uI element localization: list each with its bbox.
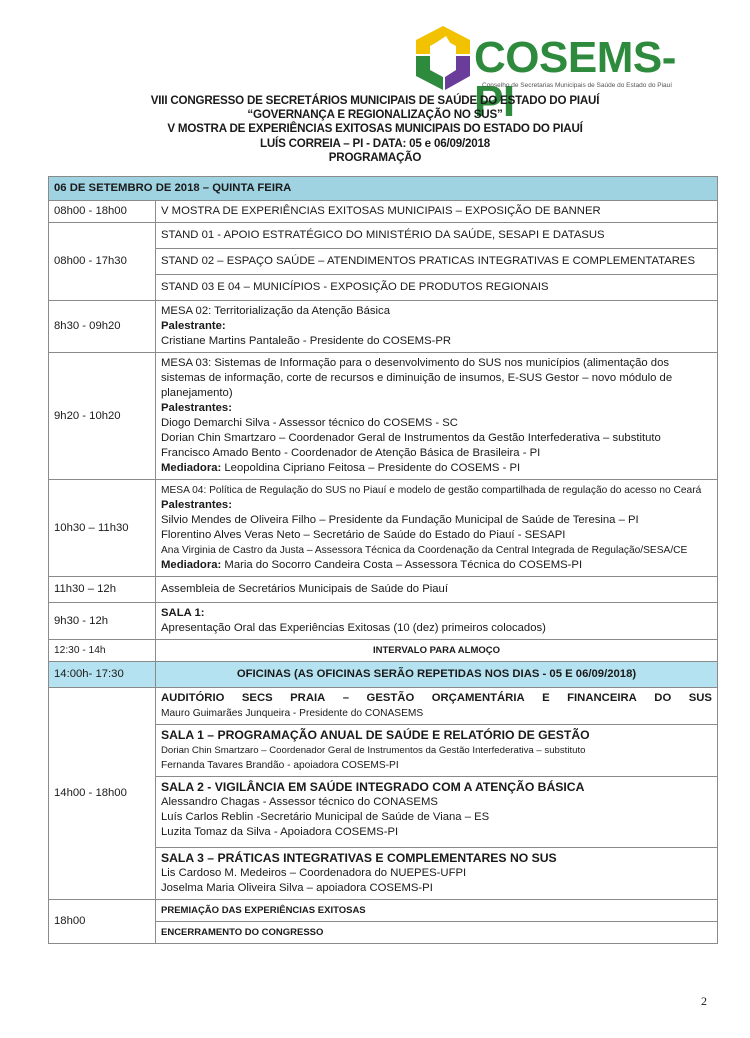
person: Luís Carlos Reblin -Secretário Municipal de Saúde de Viana – ES xyxy=(161,811,490,823)
cosems-pi-logo xyxy=(408,22,698,126)
time-cell: 08h00 - 18h00 xyxy=(49,201,156,223)
mostra-title: V MOSTRA DE EXPERIÊNCIAS EXITOSAS MUNICIPAIS DO ESTADO DO PIAUÍ xyxy=(167,122,583,136)
table-row xyxy=(49,688,718,725)
programacao-title: PROGRAMAÇÃO xyxy=(328,150,422,164)
congress-title: VIII CONGRESSO DE SECRETÁRIOS MUNICIPAIS DE SAÚDE DO ESTADO DO PIAUÍ xyxy=(150,94,600,107)
day-header-row xyxy=(49,177,718,201)
time-cell: 14h00 - 18h00 xyxy=(49,688,156,900)
title-word: DO xyxy=(654,692,672,704)
table-row xyxy=(49,353,718,480)
mesa04-cell xyxy=(156,480,718,577)
time-cell: 12:30 - 14h xyxy=(49,640,156,662)
title-word: GESTÃO xyxy=(366,692,415,704)
speaker: Silvio Mendes de Oliveira Filho – Presidente da Fundação Municipal de Saúde de Teresina – PI xyxy=(161,514,639,526)
sala1-title: SALA 1: xyxy=(161,607,205,619)
time-cell: 14:00h- 17:30 xyxy=(49,662,156,688)
stand-01: STAND 01 - APOIO ESTRATÉGICO DO MINISTÉRIO DA SAÚDE, SESAPI E DATASUS xyxy=(156,223,718,249)
auditorio-cell xyxy=(156,688,718,725)
speaker-label: Palestrantes: xyxy=(161,402,232,414)
time-cell: 18h00 xyxy=(49,900,156,944)
sala1-text: Apresentação Oral das Experiências Exitosas (10 (dez) primeiros colocados) xyxy=(161,622,546,634)
mesa02-cell xyxy=(156,301,718,353)
title-word: AUDITÓRIO xyxy=(161,692,225,704)
time-cell: 9h30 - 12h xyxy=(49,603,156,640)
table-row xyxy=(49,223,718,249)
mesa03-cell xyxy=(156,353,718,480)
table-row xyxy=(49,577,718,603)
person: Alessandro Chagas - Assessor técnico do CONASEMS xyxy=(161,796,438,808)
table-row xyxy=(49,301,718,353)
title-word: PRAIA xyxy=(290,692,326,704)
workshop-sala1-cell xyxy=(156,725,718,777)
assembleia-cell: Assembleia de Secretários Municipais de Saúde do Piauí xyxy=(156,577,718,603)
person: Dorian Chin Smartzaro – Coordenador Geral de Instrumentos da Gestão Interfederativa – substituto xyxy=(161,745,586,756)
schedule-table xyxy=(48,176,718,944)
table-row xyxy=(49,900,718,922)
workshop-sala2-cell xyxy=(156,777,718,848)
speaker: Florentino Alves Veras Neto – Secretário de Saúde do Estado do Piauí - SESAPI xyxy=(161,529,566,541)
mediator xyxy=(161,558,712,573)
logo-subtitle: Conselho de Secretarias Municipais de Saúde do Estado do Piauí xyxy=(482,82,673,89)
table-row xyxy=(49,603,718,640)
person: Fernanda Tavares Brandão - apoiadora COSEMS-PI xyxy=(161,760,399,771)
congress-theme: “GOVERNANÇA E REGIONALIZAÇÃO NO SUS” xyxy=(247,108,503,122)
day-header: 06 DE SETEMBRO DE 2018 – QUINTA FEIRA xyxy=(49,177,718,201)
person: Luzita Tomaz da Silva - Apoiadora COSEMS-PI xyxy=(161,826,399,838)
mesa03-title: MESA 03: Sistemas de Informação para o desenvolvimento do SUS nos municípios (alimentação dos sistemas de informação, corte de recursos e diminuição de insumos, E-SUS Gestor – novo módulo de planejamento) xyxy=(161,357,673,399)
speaker-label: Palestrante: xyxy=(161,320,226,332)
mediator xyxy=(161,461,712,476)
workshop-sala2-title: SALA 2 - VIGILÂNCIA EM SAÚDE INTEGRADO COM A ATENÇÃO BÁSICA xyxy=(161,780,585,794)
table-row xyxy=(49,201,718,223)
time-cell: 08h00 - 17h30 xyxy=(49,223,156,301)
oficinas-row xyxy=(49,662,718,688)
speaker: Francisco Amado Bento - Coordenador de Atenção Básica de Brasileira - PI xyxy=(161,447,541,459)
table-row xyxy=(49,480,718,577)
sala1-cell xyxy=(156,603,718,640)
speaker: Ana Virginia de Castro da Justa – Assessora Técnica da Coordenação da Central Integrada de Regulação/SESA/CE xyxy=(161,545,688,556)
title-word: FINANCEIRA xyxy=(567,692,637,704)
speaker: Diogo Demarchi Silva - Assessor técnico do COSEMS - SC xyxy=(161,417,458,429)
table-row xyxy=(49,640,718,662)
person: Mauro Guimarães Junqueira - Presidente do CONASEMS xyxy=(161,708,424,719)
title-word: SUS xyxy=(688,692,712,704)
workshop-sala3-cell xyxy=(156,848,718,900)
title-word: SECS xyxy=(241,692,273,704)
page-number: 2 xyxy=(701,994,707,1008)
stand-02: STAND 02 – ESPAÇO SAÚDE – ATENDIMENTOS PRATICAS INTEGRATIVAS E COMPLEMENTATARES xyxy=(156,249,718,275)
intervalo-cell: INTERVALO PARA ALMOÇO xyxy=(156,640,718,662)
mediator-label: Mediadora: xyxy=(161,462,222,474)
location-date: LUÍS CORREIA – PI - DATA: 05 e 06/09/2018 xyxy=(260,136,490,150)
encerramento-cell: ENCERRAMENTO DO CONGRESSO xyxy=(156,922,718,944)
title-word: E xyxy=(542,692,550,704)
workshop-sala3-title: SALA 3 – PRÁTICAS INTEGRATIVAS E COMPLEMENTARES NO SUS xyxy=(161,851,557,865)
speaker: Cristiane Martins Pantaleão - Presidente do COSEMS-PR xyxy=(161,335,452,347)
title-word: – xyxy=(342,692,350,704)
mesa04-title: MESA 04: Política de Regulação do SUS no Piauí e modelo de gestão compartilhada de regulação do acesso no Ceará xyxy=(161,485,702,496)
activity-cell: V MOSTRA DE EXPERIÊNCIAS EXITOSAS MUNICIPAIS – EXPOSIÇÃO DE BANNER xyxy=(156,201,718,223)
mediator-name: Maria do Socorro Candeira Costa – Assessora Técnica do COSEMS-PI xyxy=(221,559,583,571)
workshop-sala1-title: SALA 1 – PROGRAMAÇÃO ANUAL DE SAÚDE E RELATÓRIO DE GESTÃO xyxy=(161,728,590,742)
document-header xyxy=(0,94,750,165)
premiacao-cell: PREMIAÇÃO DAS EXPERIÊNCIAS EXITOSAS xyxy=(156,900,718,922)
mediator-label: Mediadora: xyxy=(161,559,222,571)
person: Lis Cardoso M. Medeiros – Coordenadora do NUEPES-UFPI xyxy=(161,867,467,879)
oficinas-cell: OFICINAS (AS OFICINAS SERÃO REPETIDAS NOS DIAS - 05 E 06/09/2018) xyxy=(156,662,718,688)
title-word: ORÇAMENTÁRIA xyxy=(431,692,525,704)
mesa02-title: MESA 02: Territorialização da Atenção Básica xyxy=(161,305,390,317)
person: Joselma Maria Oliveira Silva – apoiadora COSEMS-PI xyxy=(161,882,433,894)
cosems-logo-mark-icon xyxy=(412,24,474,92)
time-cell: 9h20 - 10h20 xyxy=(49,353,156,480)
time-cell: 10h30 – 11h30 xyxy=(49,480,156,577)
logo-text: COSEMS-PI xyxy=(474,33,676,126)
time-cell: 11h30 – 12h xyxy=(49,577,156,603)
speaker-label: Palestrantes: xyxy=(161,499,232,511)
time-cell: 8h30 - 09h20 xyxy=(49,301,156,353)
auditorio-title xyxy=(161,691,712,706)
speaker: Dorian Chin Smartzaro – Coordenador Geral de Instrumentos da Gestão Interfederativa – substituto xyxy=(161,432,661,444)
mediator-name: Leopoldina Cipriano Feitosa – Presidente do COSEMS - PI xyxy=(221,462,521,474)
stand-03-04: STAND 03 E 04 – MUNICÍPIOS - EXPOSIÇÃO DE PRODUTOS REGIONAIS xyxy=(156,275,718,301)
